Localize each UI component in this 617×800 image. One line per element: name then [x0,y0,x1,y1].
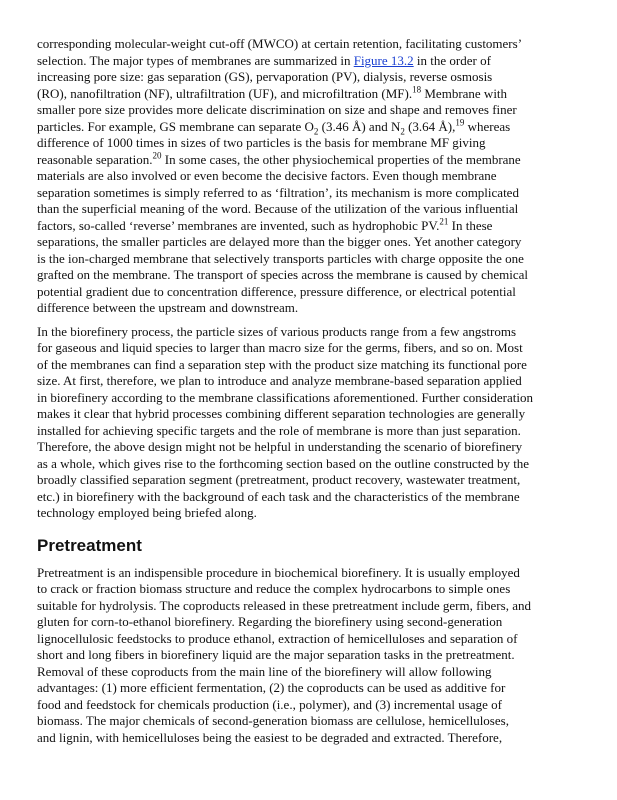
text-line: and lignin, with hemicelluloses being the easiest to be degraded and extracted. Therefore, [37,729,503,745]
text-line: than the superficial meaning of the word. Because of the utilization of the various influential [37,201,519,216]
text-line: increasing pore size: gas separation (GS), pervaporation (PV), dialysis, reverse osmosis [37,69,493,84]
paragraph-membrane-types [37,36,583,317]
text-line: lignocellulosic feedstocks to produce ethanol, extraction of hemicelluloses and separation of [37,630,518,646]
text-line: etc.) in biorefinery with the background of each task and the characteristics of the membrane [37,488,520,504]
section-heading-pretreatment: Pretreatment [37,535,142,555]
text-line: separations, the smaller particles are delayed more than the bigger ones. Yet another category [37,234,522,249]
text-line: selection. The major types of membranes are summarized in Figure 13.2 in the order of [37,52,491,68]
text-line: reasonable separation.$^{20}$ In some cases, the other physiochemical properties of the membrane [37,150,521,167]
text-line: difference of 1000 times in sizes of two particles is the basis for membrane MF giving [37,135,486,150]
text-line: smaller pore size provides more delicate discrimination on size and shape and removes finer [37,102,517,117]
subscript-n2: 2 [400,126,405,137]
reference-19: 19 [455,117,465,128]
document-page [37,36,583,753]
reference-20: 20 [152,150,162,161]
text-line: gluten for corn-to-ethanol biorefinery. Regarding the biorefinery using second-generation [37,614,503,629]
text-line: broadly classified separation segment (pretreatment, product recovery, wastewater treatment, [37,472,521,487]
text-line: materials are also involved or even become the decisive factors. Even though membrane [37,168,497,183]
text-line: In the biorefinery process, the particle sizes of various products range from a few angstroms [37,323,517,339]
text-line: is the ion-charged membrane that selectively transports particles with charge opposite the one [37,250,524,266]
text-line: food and feedstock for chemicals production (i.e., polymer), and (3) incremental usage of [37,696,502,712]
text-line: difference between the upstream and downstream. [37,300,299,315]
text-line: as a whole, which gives rise to the forthcoming section based on the outline constructed by the [37,455,530,471]
text-line: installed for achieving specific targets and the role of membrane is more than just separation. [37,422,521,438]
text-line: technology employed being briefed along. [37,505,257,520]
text-line: Removal of these coproducts from the main line of the biorefinery will allow following [37,663,492,679]
reference-18: 18 [412,84,422,95]
text-line: potential gradient due to concentration difference, pressure difference, or electrical potential [37,283,516,299]
text-line: size. At first, therefore, we plan to introduce and analyze membrane-based separation applied [37,373,522,388]
text-line: Pretreatment is an indispensible procedure in biochemical biorefinery. It is usually employed [37,564,520,580]
text-line: (RO), nanofiltration (NF), ultrafiltration (UF), and microfiltration (MF).$^{18}$ Membrane with [37,84,508,101]
paragraph-pretreatment [37,565,583,747]
text-line: corresponding molecular-weight cut-off (MWCO) at certain retention, facilitating customers’ [37,36,523,51]
paragraph-biorefinery-process [37,324,583,522]
subscript-o2: 2 [313,126,319,137]
text-line: makes it clear that hybrid processes combining different separation technologies are generally [37,406,526,421]
text-line: of the membranes can find a separation step with the product size matching its functional pore [37,356,527,372]
text-line: Therefore, the above design might not be helpful in understanding the scenario of biorefinery [37,439,523,454]
text-line: grafted on the membrane. The transport of species across the membrane is caused by chemical [37,267,529,282]
text-line: short and long fibers in biorefinery liquid are the major separation tasks in the pretreatment. [37,647,515,662]
text-line: suitable for hydrolysis. The coproducts released in these pretreatment include germ, fibers, and [37,597,531,613]
text-line: to crack or fraction biomass structure and reduce the complex hydrocarbons to simple ones [37,581,511,596]
figure-13-2-link[interactable]: Figure 13.2 [353,52,414,68]
text-line: in biorefinery according to the membrane classifications aforementioned. Further consideration [37,389,533,405]
text-line: separation sometimes is simply referred to as ‘filtration’, its mechanism is more complicated [37,184,519,200]
text-line: factors, so-called ‘reverse’ membranes are invented, such as hydrophobic PV.$^{21}$ In these [37,216,493,233]
reference-21: 21 [439,216,449,227]
text-line: particles. For example, GS membrane can separate $O_2$ (3.46 Å) and $N_2$ (3.64 Å),$^{19}$ whereas [37,117,511,137]
text-line: advantages: (1) more efficient fermentation, (2) the coproducts can be used as additive for [37,680,506,695]
text-line: for gaseous and liquid species to larger than macro size for the germs, fibers, and so on. Most [37,340,523,355]
text-line: biomass. The major chemicals of second-generation biomass are cellulose, hemicelluloses, [37,713,509,728]
